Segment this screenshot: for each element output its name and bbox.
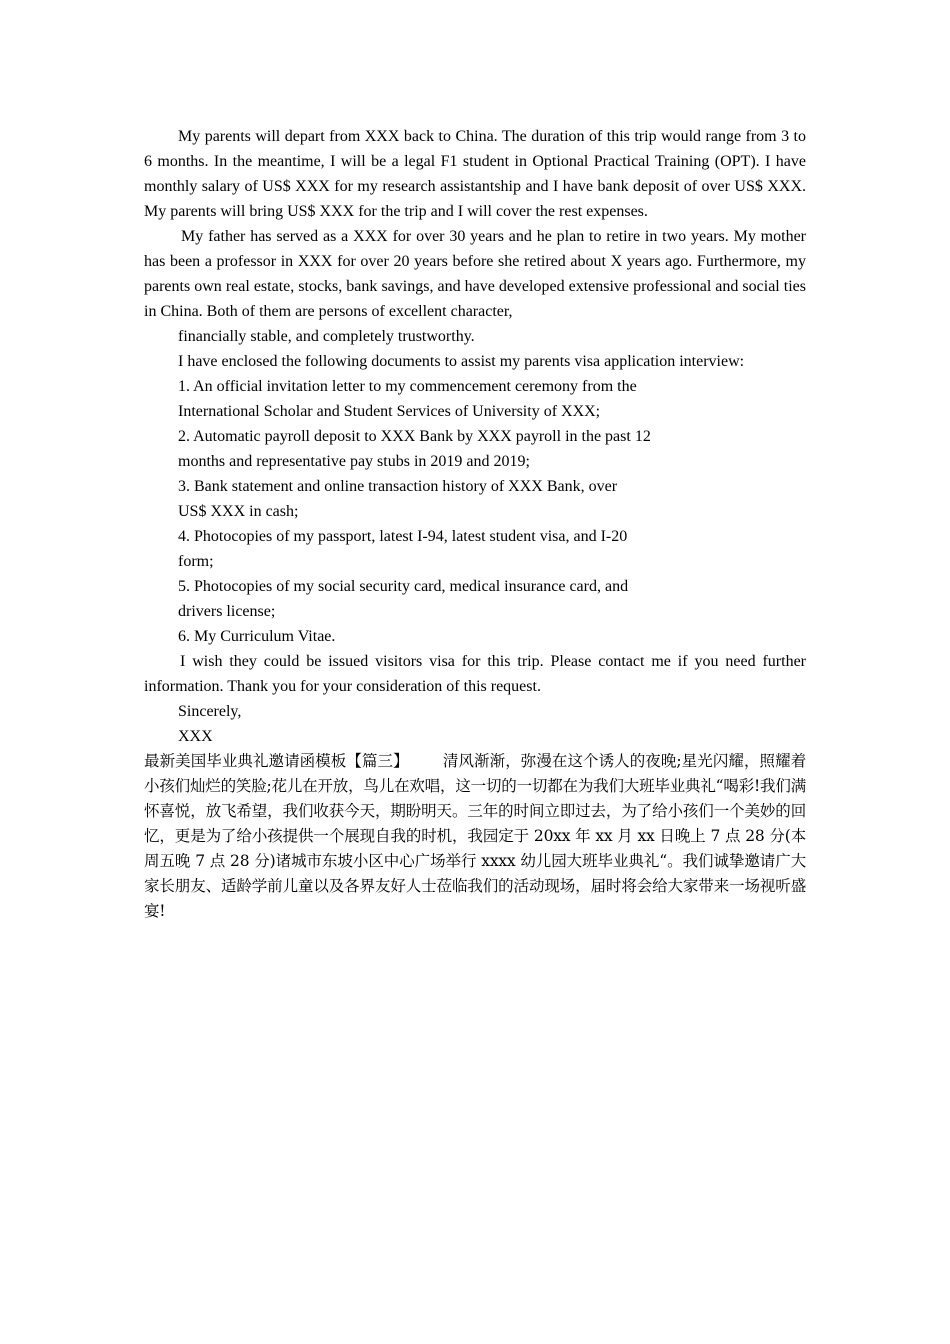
document-list-line: 2. Automatic payroll deposit to XXX Bank by XXX payroll in the past 12 [178,428,651,445]
valediction: Sincerely, [178,703,242,720]
paragraph-2-continuation: financially stable, and completely trustworthy. [178,328,475,345]
section-three-heading: 最新美国毕业典礼邀请函模板【篇三】 [144,752,409,770]
document-list-line: form; [178,553,214,570]
section-three-body: 清风渐渐，弥漫在这个诱人的夜晚;星光闪耀，照耀着小孩们灿烂的笑脸;花儿在开放，鸟儿在欢唱，这一切的一切都在为我们大班毕业典礼“喝彩!我们满怀喜悦，放飞希望，我们收获今天，期盼明天。三年的时间立即过去，为了给小孩们一个美妙的回忆，更是为了给小孩提供一个展现自我的时机，我园定于 20xx 年 xx 月 xx 日晚上 7 点 28 分(本周五晚 7 点 28 分)诸城市东坡小区中心广场举行 xxxx 幼儿园大班毕业典礼“。我们诚挚邀请广大家长朋友、适龄学前儿童以及各界友好人士莅临我们的活动现场，届时将会给大家带来一场视听盛宴! [144,752,806,920]
document-list-line: 1. An official invitation letter to my commencement ceremony from the [178,378,637,395]
section-three-text [144,749,806,924]
closing-paragraph: I wish they could be issued visitors visa for this trip. Please contact me if you need further information. Thank you for your consideration of this request. [144,653,806,695]
signature: XXX [178,728,213,745]
document-list-line: drivers license; [178,603,276,620]
document-page [144,124,806,924]
document-list-line: 6. My Curriculum Vitae. [178,628,336,645]
documents-intro: I have enclosed the following documents to assist my parents visa application interview: [178,353,745,370]
document-list-line: months and representative pay stubs in 2019 and 2019; [178,453,530,470]
paragraph-2: My father has served as a XXX for over 30 years and he plan to retire in two years. My mother has been a professor in XXX for over 20 years before she retired about X years ago. Furthermore, my parents own real estate, stocks, bank savings, and have developed extensive professional and social ties in China. Both of them are persons of excellent character, [144,228,806,320]
paragraph-1: My parents will depart from XXX back to China. The duration of this trip would range from 3 to 6 months. In the meantime, I will be a legal F1 student in Optional Practical Training (OPT). I have monthly salary of US$ XXX for my research assistantship and I have bank deposit of over US$ XXX. My parents will bring US$ XXX for the trip and I will cover the rest expenses. [144,128,806,220]
document-list-line: 5. Photocopies of my social security card, medical insurance card, and [178,578,629,595]
document-list-line: 3. Bank statement and online transaction history of XXX Bank, over [178,478,618,495]
document-list-line: International Scholar and Student Services of University of XXX; [178,403,601,420]
document-list-line: 4. Photocopies of my passport, latest I-94, latest student visa, and I-20 [178,528,628,545]
document-list-line: US$ XXX in cash; [178,503,299,520]
